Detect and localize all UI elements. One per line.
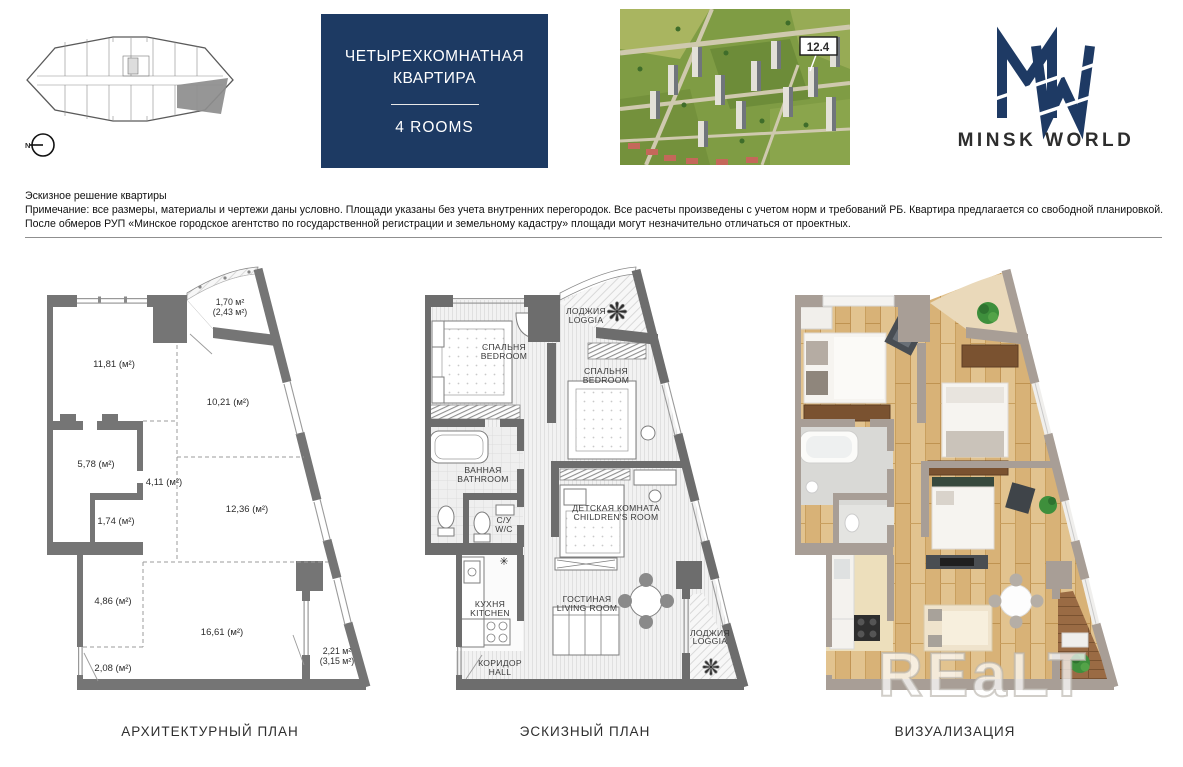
window-top: [823, 296, 894, 306]
minsk-world-logo: [930, 18, 1160, 153]
svg-text:СПАЛЬНЯ: СПАЛЬНЯ: [583, 366, 629, 376]
disclaimer-block: [25, 189, 1165, 231]
svg-text:W/C: W/C: [495, 524, 513, 534]
mw-monogram-icon: [992, 43, 1102, 122]
svg-text:ЛОДЖИЯ: ЛОДЖИЯ: [689, 628, 731, 638]
svg-text:KITCHEN: KITCHEN: [470, 608, 510, 618]
disclaimer-line-3: После обмеров РУП «Минское городское агентство по государственной регистрации и земельному кадастру» площади могут незначительно отличаться от проектных.: [25, 218, 851, 230]
plant-icon: ❋: [701, 655, 721, 680]
apartment-type-ru-line1: ЧЕТЫРЕХКОМНАТНАЯ: [344, 47, 525, 65]
disclaimer-line-1: Эскизное решение квартиры: [25, 190, 167, 202]
svg-text:BEDROOM: BEDROOM: [582, 375, 630, 385]
area-label: 1,70 м²: [215, 297, 245, 307]
sketch-plan: [420, 255, 750, 705]
plant-icon: ❋: [606, 297, 628, 327]
diagonal-facade-walls: [258, 269, 366, 687]
svg-text:BATHROOM: BATHROOM: [457, 474, 509, 484]
apartment-type-card: [321, 14, 548, 168]
caption-sketch-plan: ЭСКИЗНЫЙ ПЛАН: [519, 724, 651, 739]
wc-floor: [833, 505, 894, 547]
area-label: 4,11 (м²): [145, 477, 183, 488]
area-label: 1,74 (м²): [97, 516, 135, 527]
svg-text:ДЕТСКАЯ КОМНАТА: ДЕТСКАЯ КОМНАТА: [572, 503, 660, 513]
apartment-type-en: 4 ROOMS: [395, 118, 474, 136]
door-swings: [84, 334, 304, 681]
caption-architectural-plan: АРХИТЕКТУРНЫЙ ПЛАН: [121, 724, 299, 739]
svg-text:LOGGIA: LOGGIA: [568, 315, 604, 325]
realt-watermark: REaLT: [878, 641, 1090, 710]
window-top: [77, 297, 147, 304]
area-label: 12,36 (м²): [225, 504, 269, 515]
area-label: 4,86 (м²): [94, 596, 132, 607]
apartment-type-ru-line2: КВАРТИРА: [392, 69, 477, 87]
area-label: 10,21 (м²): [206, 397, 250, 408]
svg-text:BEDROOM: BEDROOM: [480, 351, 528, 361]
svg-text:HALL: HALL: [488, 667, 512, 677]
area-label: 11,81 (м²): [93, 359, 135, 370]
area-label: 2,21 м²: [322, 646, 352, 656]
building-floor-schematic: [25, 28, 235, 163]
svg-text:ГОСТИНАЯ: ГОСТИНАЯ: [562, 594, 612, 604]
svg-text:ЛОДЖИЯ: ЛОДЖИЯ: [565, 306, 607, 316]
header-divider-rule: [25, 237, 1162, 238]
area-label: 16,61 (м²): [200, 627, 244, 638]
svg-text:LIVING ROOM: LIVING ROOM: [556, 603, 618, 613]
card-divider: [391, 104, 479, 105]
caption-visualization: ВИЗУАЛИЗАЦИЯ: [894, 724, 1016, 739]
svg-text:СПАЛЬНЯ: СПАЛЬНЯ: [481, 342, 527, 352]
svg-text:КОРИДОР: КОРИДОР: [478, 658, 522, 668]
svg-text:LOGGIA: LOGGIA: [692, 636, 728, 646]
site-aerial-map: [620, 9, 850, 165]
area-label: (2,43 м²): [212, 307, 248, 317]
ceiling-light-icon: ✳: [499, 556, 509, 568]
compass-icon: [25, 134, 54, 156]
compass-north-label: N: [25, 141, 31, 150]
logo-wordmark: MINSK WORLD: [957, 130, 1135, 151]
svg-text:С/У: С/У: [496, 515, 512, 525]
svg-text:КУХНЯ: КУХНЯ: [474, 599, 506, 609]
visualization-render: [790, 255, 1120, 705]
area-label: (3,15 м²): [319, 656, 355, 666]
svg-text:CHILDREN'S ROOM: CHILDREN'S ROOM: [573, 512, 659, 522]
disclaimer-line-2: Примечание: все размеры, материалы и чертежи даны условно. Площади указаны без учета внутренних перегородок. Все расчеты произведены с учетом норм и требований РБ. Квартира предлагается со свободной планировкой.: [25, 204, 1164, 216]
badge-text: 12.4: [806, 42, 830, 54]
area-label: 5,78 (м²): [77, 459, 115, 470]
architectural-plan: [40, 255, 380, 705]
svg-text:ВАННАЯ: ВАННАЯ: [464, 465, 502, 475]
area-label: 2,08 (м²): [94, 663, 132, 674]
